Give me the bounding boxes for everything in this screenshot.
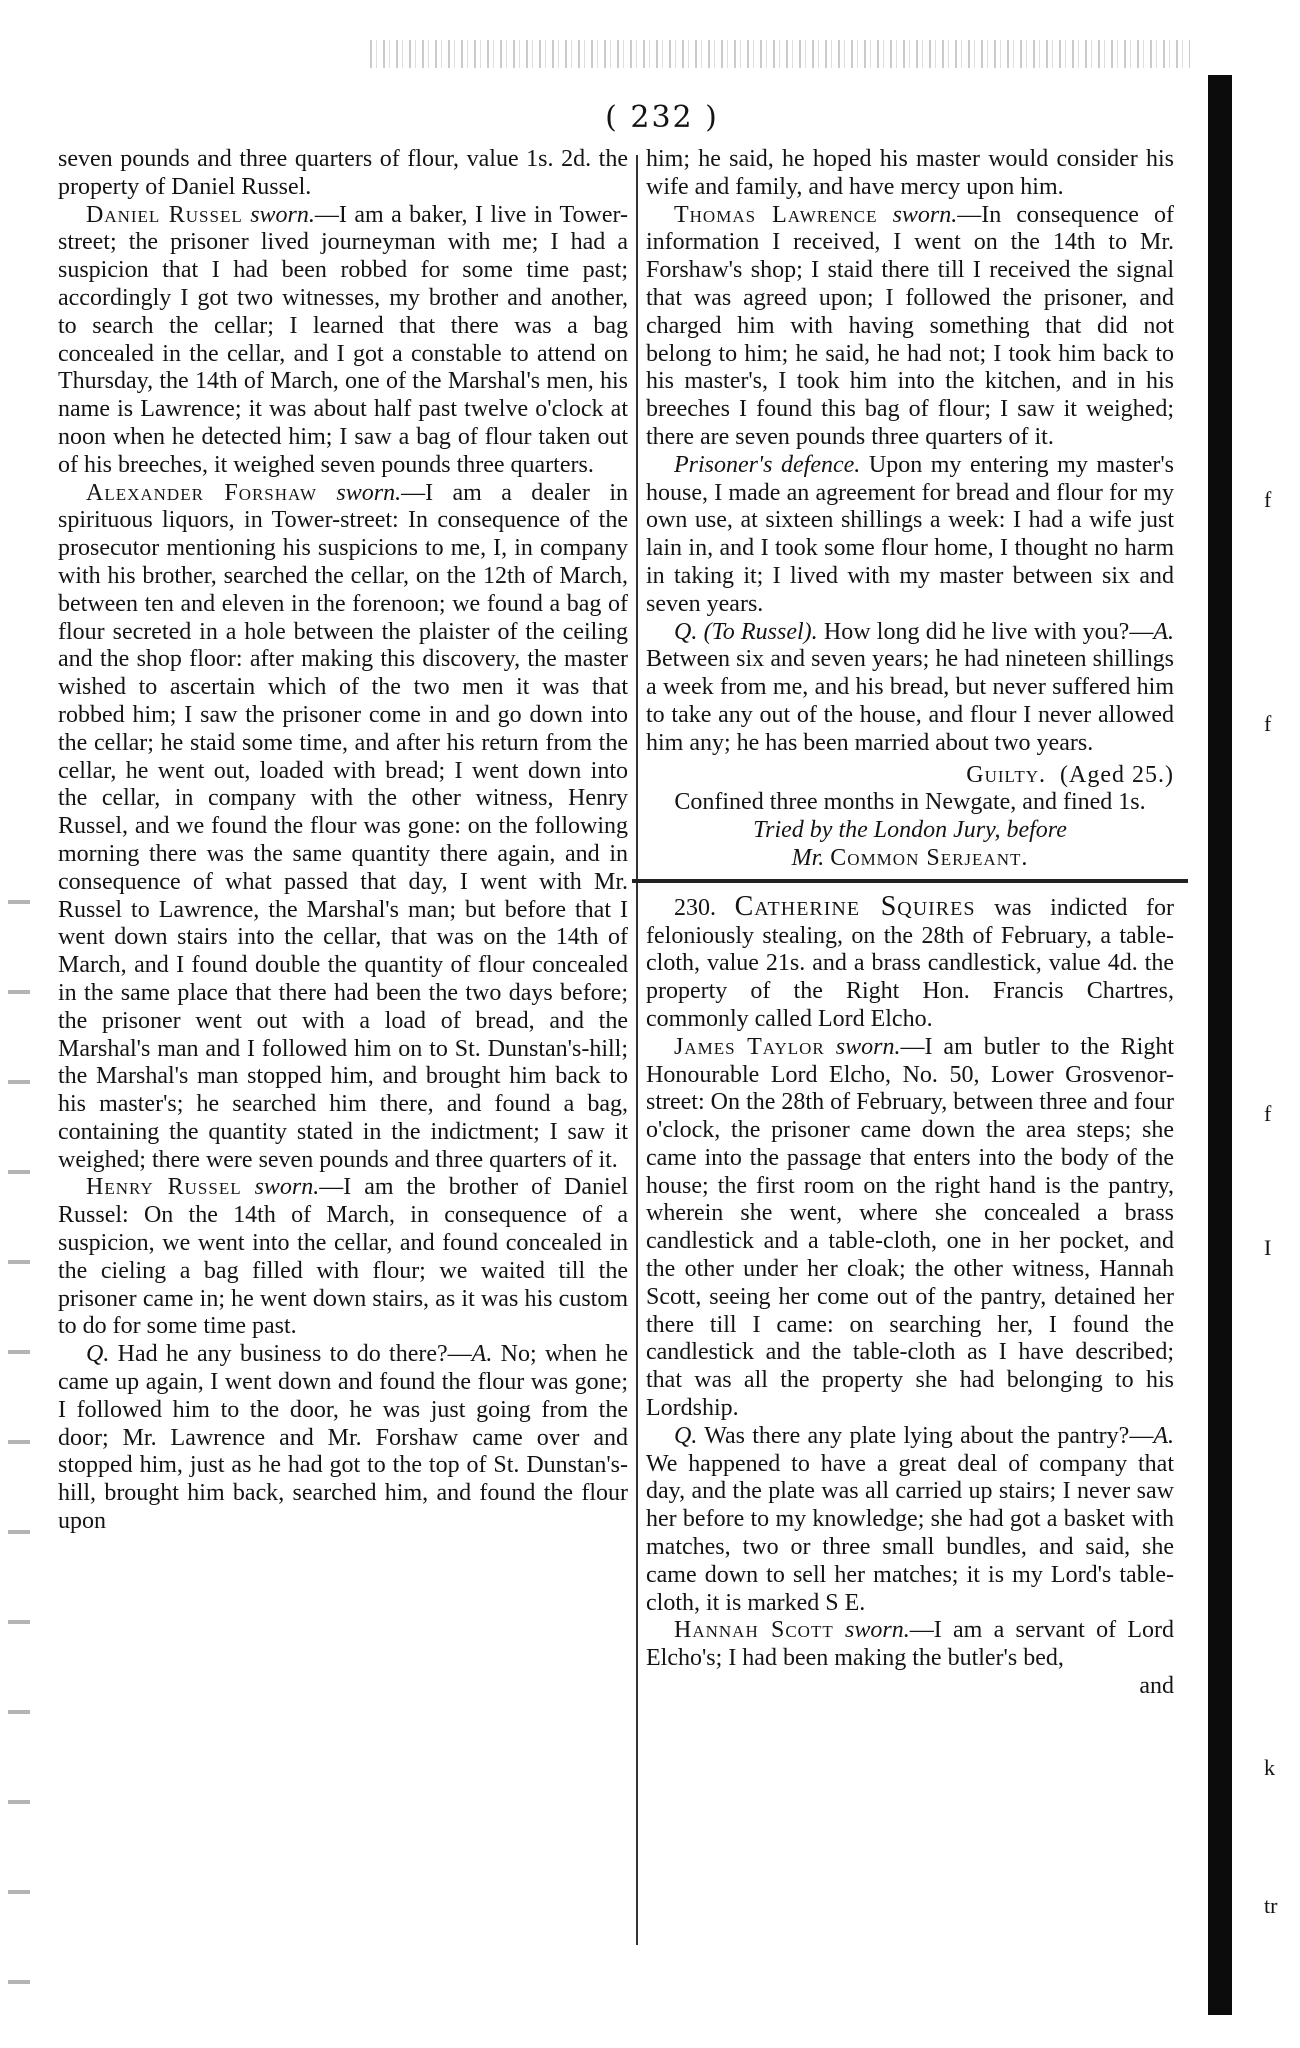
margin-fragment: f (1264, 711, 1272, 736)
sworn-label: sworn. (845, 1617, 910, 1644)
answer-text: No; when he came up again, I went down and found the flour was gone; I followed him to the door, he was just going from the door; Mr. Lawrence and Mr. Forshaw came over and stopped him, just as he had got to the top of St. Dunstan's-hill, brought him back, searched him, and found the flour upon (58, 1341, 628, 1535)
sentence: Confined three months in Newgate, and fined 1s. (674, 789, 1146, 816)
scan-noise (370, 40, 1190, 68)
testimony-daniel-russel (58, 202, 628, 480)
judge-title: Mr. (791, 844, 825, 871)
answer-text: Between six and seven years; he had nineteen shillings a week from me, and his bread, but never suffered him to take any out of the house, and flour I never allowed him any; he has been married about two years. (646, 646, 1174, 756)
sworn-label: sworn. (254, 1174, 320, 1201)
testimony-text: —I am the brother of Daniel Russel: On the 14th of March, in consequence of a suspicion, we went into the cellar, and found concealed in the cieling a bag filled with flour; we waited till the prisoner came in; he went down stairs, as it was his custom to do for some time past. (58, 1174, 629, 1340)
tried-by: Tried by the London Jury, before (753, 817, 1067, 844)
margin-fragment: I (1264, 1235, 1272, 1260)
question-mark: Q. (674, 1422, 698, 1449)
defendant-name: Catherine Squires (734, 890, 976, 922)
page-number: ( 232 ) (605, 100, 719, 135)
witness-name: Alexander Forshaw (86, 479, 317, 506)
margin-fragment: f (1264, 487, 1272, 512)
sworn-label: sworn. (336, 479, 402, 506)
testimony-text: —I am butler to the Right Honourable Lord Elcho, No. 50, Lower Grosvenor-street: On the 28th of February, between three and four o'clock, the prisoner came down the area steps; she came into the passage that enters into the body of the house; the first room on the right hand is the pantry, wherein she went, where she concealed a brass candlestick and a table-cloth, one in her pocket, and the other under her cloak; the other witness, Hannah Scott, seeing her come out of the pantry, detained her there till I came: on searching her, I found the candlestick and the table-cloth as I have described; that was all the property she had belonging to his Lordship. (646, 1033, 1174, 1422)
testimony-text: —I am a dealer in spirituous liquors, in Tower-street: In consequence of the prosecutor mentioning his suspicions to me, I, in company with his brother, searched the cellar, on the 12th of March, between ten and eleven in the forenoon; we found a bag of flour secreted in a hole between the plaister of the ceiling and the shop floor: after making this discovery, the master wished to ascertain which of the two men it was that robbed him; I saw the prisoner come in and go down into the cellar; he staid some time, and after his return from the cellar, he went out, loaded with bread; I went down into the cellar, in company with the other witness, Henry Russel, and we found the flour was gone: on the following morning there was the same quantity there again, and in consequence of what passed that day, I went with Mr. Russel to Lawrence, the Marshal's man; but before that I went down stairs into the cellar, that was on the 14th of March, and I found double the quantity of flour concealed in the same place that there had been the two days before; the prisoner went out with a load of bread, and the Marshal's man and I followed him on to St. Dunstan's-hill; the Marshal's man stopped him, and brought him back to his master's; he searched him there, and found a bag, containing the quantity stated in the indictment; I saw it weighed; there were seven pounds and three quarters of it. (58, 479, 629, 1173)
age: (Aged 25.) (1060, 761, 1174, 788)
testimony-james-taylor (646, 1034, 1174, 1423)
question-text: How long did he live with you?— (817, 618, 1154, 645)
testimony-text: —I am a baker, I live in Tower-street; the prisoner lived journeyman with me; I had a suspicion that I had been robbed for some time past; accordingly I got two witnesses, my brother and another, to search the cellar; I learned that there was a bag concealed in the cellar, and I got a constable to attend on Thursday, the 14th of March, one of the Marshal's men, his name is Lawrence; it was about half past twelve o'clock at noon when he detected him; I saw a bag of flour taken out of his breeches, it weighed seven pounds three quarters. (58, 201, 628, 478)
defence-label: Prisoner's defence. (674, 451, 861, 478)
verdict: Guilty. (966, 761, 1047, 788)
testimony-alexander-forshaw (58, 480, 628, 1175)
witness-name: Thomas Lawrence (674, 201, 878, 228)
testimony-text: —In consequence of information I received, I went on the 14th to Mr. Forshaw's shop; I staid there till I received the signal that was agreed upon; I followed the prisoner, and charged him with having something that did not belong to him; he said, he had not; I took him back to his master's, I took him into the kitchen, and in his breeches I found this bag of flour; I saw it weighed; there are seven pounds three quarters of it. (646, 201, 1174, 450)
paragraph-text: him; he said, he hoped his master would consider his wife and family, and have mercy upon him. (646, 146, 1174, 200)
judge-name: Common Serjeant. (830, 844, 1029, 871)
testimony-text: —I am a servant of Lord Elcho's; I had been making the butler's bed, (646, 1617, 1175, 1672)
question-answer (646, 1423, 1174, 1618)
defence-text: Upon my entering my master's house, I made an agreement for bread and flour for my own use, at sixteen shillings a week: I had a wife just lain in, and I took some flour home, I thought no harm in taking it; I lived with my master between six and seven years. (646, 451, 1175, 617)
sworn-label: sworn. (835, 1033, 901, 1060)
section-divider (632, 879, 1188, 883)
witness-name: Hannah Scott (674, 1617, 834, 1644)
answer-mark: A. (1153, 1422, 1174, 1449)
paragraph-text: seven pounds and three quarters of flour, value 1s. 2d. the property of Daniel Russel. (58, 146, 628, 200)
prisoner-defence (646, 452, 1174, 619)
question-mark: Q. (674, 618, 698, 645)
sworn-label: sworn. (250, 201, 315, 228)
margin-fragment: f (1264, 1101, 1272, 1126)
catchword: and (1139, 1673, 1174, 1700)
left-edge-marks (8, 860, 30, 2020)
question-text: Was there any plate lying about the pantry?— (697, 1422, 1154, 1449)
verdict-line (646, 762, 1174, 790)
question-text: Had he any business to do there?— (109, 1341, 472, 1368)
answer-mark: A. (1153, 618, 1174, 645)
paragraph (58, 146, 628, 202)
question-addressee: (To Russel). (703, 618, 818, 645)
left-column (58, 146, 628, 1536)
judge (646, 845, 1174, 873)
witness-name: Henry Russel (86, 1174, 242, 1201)
question-mark: Q. (86, 1341, 110, 1368)
margin-fragment: k (1264, 1755, 1275, 1780)
right-column (646, 146, 1174, 1701)
testimony-henry-russel (58, 1174, 628, 1341)
sworn-label: sworn. (892, 201, 958, 228)
case-text: was indicted for feloniously stealing, on the 28th of February, a table-cloth, value 21s. and a brass candlestick, value 4d. the property of the Right Hon. Francis Chartres, commonly called Lord Elcho. (646, 894, 1174, 1032)
paragraph (646, 146, 1174, 202)
case-number: 230. (674, 894, 716, 921)
question-answer (58, 1341, 628, 1536)
answer-text: We happened to have a great deal of company that day, and the plate was all carried up stairs; I never saw her before to my knowledge; she had got a basket with matches, two or three small bundles, and said, she came down to sell her matches; it is my Lord's table-cloth, it is marked S E. (646, 1450, 1174, 1616)
witness-name: Daniel Russel (86, 201, 243, 228)
witness-name: James Taylor (674, 1033, 825, 1060)
margin-fragment: tr (1264, 1893, 1278, 1918)
testimony-hannah-scott (646, 1617, 1174, 1673)
binding-shadow (1208, 75, 1232, 2015)
testimony-thomas-lawrence (646, 202, 1174, 452)
question-answer (646, 619, 1174, 758)
answer-mark: A. (471, 1341, 493, 1368)
case-heading (646, 890, 1174, 1034)
column-divider (636, 155, 638, 1945)
